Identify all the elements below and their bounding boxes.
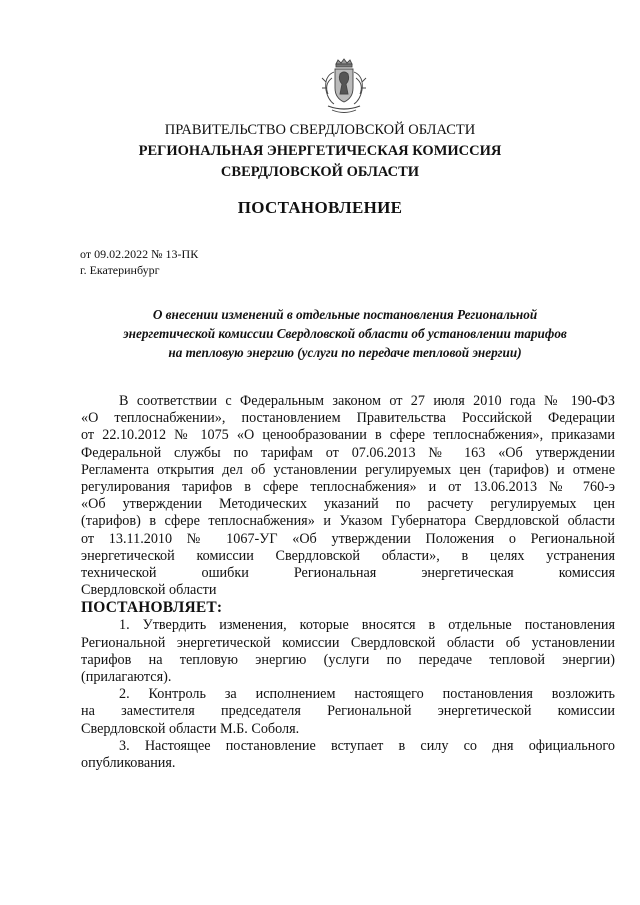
item-line: 2. Контроль за исполнением настоящего постановления возложить [119, 686, 615, 703]
document-subject [82, 305, 608, 362]
item-line: Региональной энергетической комиссии Свердловской области об установлении [81, 634, 615, 651]
preamble-line: технической ошибки Региональная энергетическая комиссия [81, 565, 615, 582]
header-line-commission: РЕГИОНАЛЬНАЯ ЭНЕРГЕТИЧЕСКАЯ КОМИССИЯ [138, 143, 502, 159]
document-title: ПОСТАНОВЛЕНИЕ [237, 198, 403, 217]
subject-line: О внесении изменений в отдельные постановления Региональной [152, 307, 538, 322]
item-3 [81, 738, 615, 772]
preamble-line: регулирования тарифов в сфере теплоснабжения» и от 13.06.2013 № 760-э [81, 479, 615, 496]
coat-of-arms-emblem [318, 58, 370, 118]
header-line-government: ПРАВИТЕЛЬСТВО СВЕРДЛОВСКОЙ ОБЛАСТИ [164, 122, 476, 138]
item-2 [81, 686, 615, 738]
government-header [0, 120, 640, 183]
document-body [81, 393, 615, 772]
subject-line: на тепловую энергию (услуги по передаче тепловой энергии) [168, 345, 522, 360]
city: г. Екатеринбург [80, 263, 160, 277]
item-1 [81, 617, 615, 686]
preamble-line: В соответствии с Федеральным законом от 27 июля 2010 года № 190-ФЗ [119, 393, 615, 409]
item-line: на заместителя председателя Региональной энергетической комиссии [81, 703, 615, 720]
item-line: (прилагаются). [81, 669, 172, 686]
preamble-line: (тарифов) в сфере теплоснабжения» и Указом Губернатора Свердловской области [81, 513, 615, 530]
date-number: от 09.02.2022 № 13-ПК [80, 247, 199, 261]
subject-line: энергетической комиссии Свердловской области об установлении тарифов [123, 326, 567, 341]
item-line: 3. Настоящее постановление вступает в силу со дня официального [119, 737, 615, 754]
preamble [81, 393, 615, 599]
preamble-line: «О теплоснабжении», постановлением Правительства Российской Федерации [81, 410, 615, 427]
item-line: 1. Утвердить изменения, которые вносятся в отдельные постановления [119, 617, 615, 634]
preamble-line: «Об утверждении Методических указаний по расчету регулируемых цен [81, 496, 615, 513]
item-line: Свердловской области М.Б. Соболя. [81, 720, 300, 737]
header-line-region: СВЕРДЛОВСКОЙ ОБЛАСТИ [220, 164, 420, 180]
preamble-line: энергетической комиссии Свердловской области», в целях устранения [81, 547, 615, 564]
preamble-line: Регламента открытия дел об установлении регулируемых цен (тарифов) и отмене [81, 461, 615, 478]
document-meta [80, 246, 198, 278]
preamble-line: Свердловской области [81, 582, 217, 599]
preamble-line: Федеральной службы по тарифам от 07.06.2013 № 163 «Об утверждении [81, 444, 615, 461]
item-line: тарифов на тепловую энергию (услуги по передаче тепловой энергии) [81, 651, 615, 668]
preamble-line: от 22.10.2012 № 1075 «О ценообразовании в сфере теплоснабжения», приказами [81, 427, 615, 444]
item-line: опубликования. [81, 755, 176, 772]
decree-word: ПОСТАНОВЛЯЕТ: [81, 599, 223, 617]
preamble-line: от 13.11.2010 № 1067-УГ «Об утверждении Положения о Региональной [81, 530, 615, 547]
